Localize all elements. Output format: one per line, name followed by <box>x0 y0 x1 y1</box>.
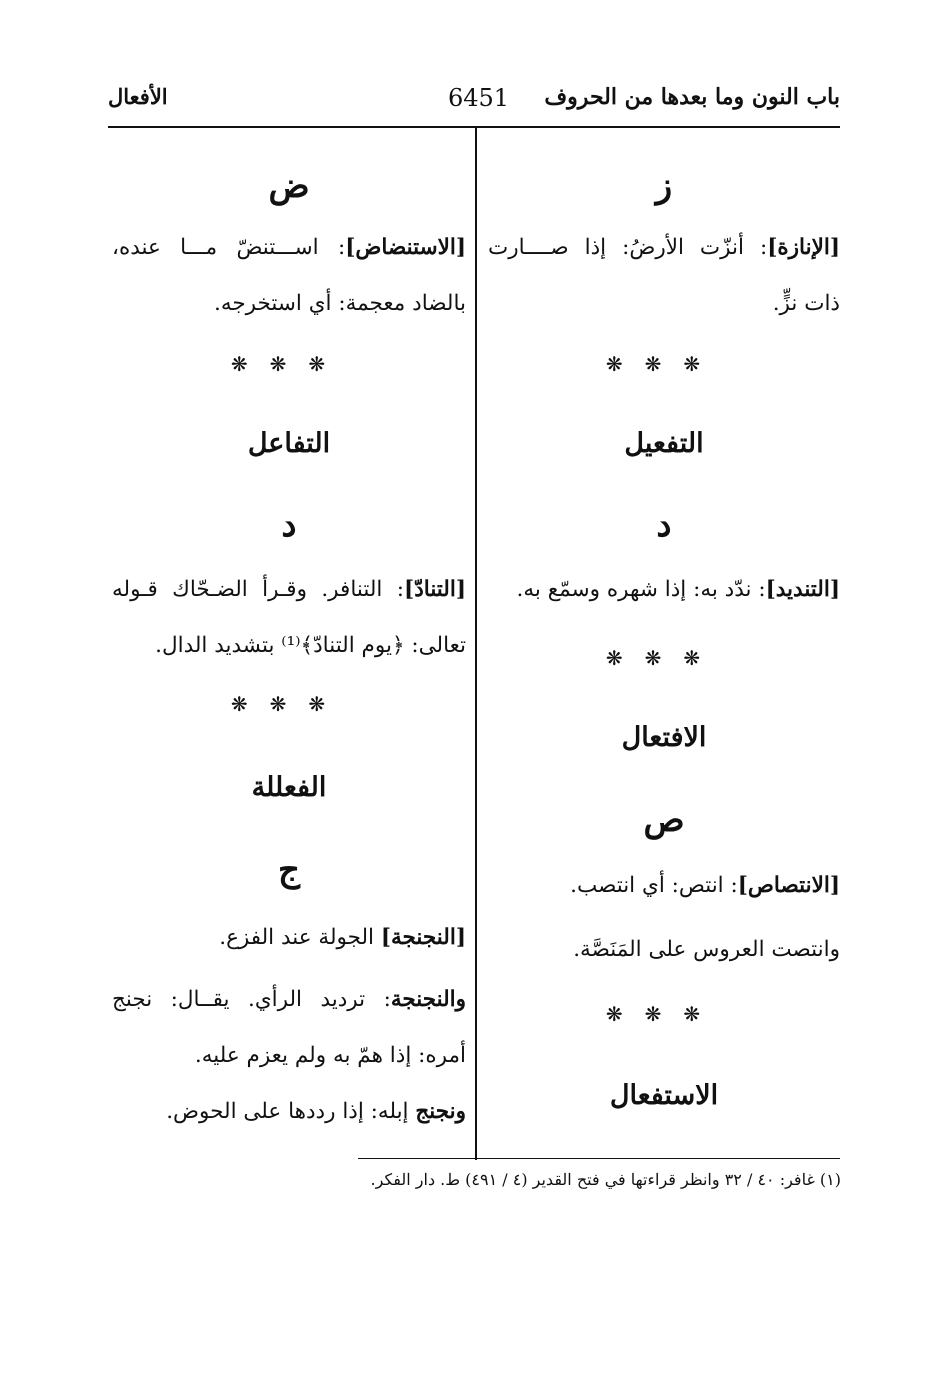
entry-paragraph <box>488 562 840 618</box>
column-divider <box>475 128 477 1160</box>
page-number: 6451 <box>448 84 510 112</box>
entry-paragraph <box>488 858 840 914</box>
section-title: الأفعال <box>108 84 168 109</box>
section-heading: التفاعل <box>247 428 331 459</box>
page-header <box>108 84 840 124</box>
chapter-title: باب النون وما بعدها من الحروف <box>544 84 840 110</box>
entry-term: والنجنجة <box>390 987 466 1012</box>
entry-term: [الاستنضاض] <box>345 235 466 260</box>
entry-term: [النجنجة] <box>380 925 466 950</box>
letter-heading: د <box>656 505 672 545</box>
entry-paragraph <box>112 220 466 332</box>
entry-term: [الإنازة] <box>767 235 840 260</box>
letter-heading: ص <box>643 800 685 840</box>
entry-paragraph <box>112 972 466 1084</box>
separator-stars: ❋❋❋ <box>230 352 348 376</box>
entry-paragraph <box>112 1084 466 1140</box>
entry-text: : اســـتنضّ مـــا عنده، بالضاد معجمة: أي استخرجه. <box>112 235 466 316</box>
footnote: (١) غافر: ٤٠ / ٣٢ وانظر قراءتها في فتح القدير (٤ / ٤٩١) ط. دار الفكر. <box>370 1170 841 1189</box>
letter-heading: د <box>281 505 297 545</box>
entry-text: : ترديد الرأي. يقــال: نجنج أمره: إذا همّ به ولم يعزم عليه. <box>112 987 466 1068</box>
entry-paragraph <box>112 910 466 966</box>
entry-term: ونجنج <box>415 1099 466 1124</box>
separator-stars: ❋❋❋ <box>230 692 348 716</box>
section-heading: الاستفعال <box>609 1080 719 1111</box>
entry-text: الجولة عند الفزع. <box>219 925 381 950</box>
section-heading: التفعيل <box>624 428 704 459</box>
entry-text: : التنافر. وقـرأ الضـحّاك قـوله تعالى: ﴿يوم التنادّ﴾⁽¹⁾ بتشديد الدال. <box>112 577 466 658</box>
entry-text: إبله: إذا رددها على الحوض. <box>166 1099 416 1124</box>
entry-term: [التنديد] <box>765 577 840 602</box>
section-heading: الفعللة <box>251 772 327 803</box>
entry-text: : انتص: أي انتصب. <box>570 873 738 898</box>
entry-text: : أنزّت الأرضُ: إذا صــــارت ذات نزٍّ. <box>488 235 840 316</box>
letter-heading: ض <box>268 166 310 206</box>
header-rule <box>108 126 840 128</box>
letter-heading: ج <box>278 850 300 890</box>
entry-term: [الانتصاص] <box>737 873 840 898</box>
separator-stars: ❋❋❋ <box>605 646 723 670</box>
entry-paragraph: وانتصت العروس على المَنَصَّة. <box>573 937 840 962</box>
entry-term: [التنادّ] <box>404 577 466 602</box>
entry-paragraph <box>488 220 840 332</box>
entry-paragraph <box>112 562 466 674</box>
separator-stars: ❋❋❋ <box>605 1002 723 1026</box>
letter-heading: ز <box>655 166 673 206</box>
separator-stars: ❋❋❋ <box>605 352 723 376</box>
footnote-rule <box>358 1158 840 1159</box>
section-heading: الافتعال <box>621 722 707 753</box>
entry-text: : ندّد به: إذا شهره وسمّع به. <box>516 577 766 602</box>
